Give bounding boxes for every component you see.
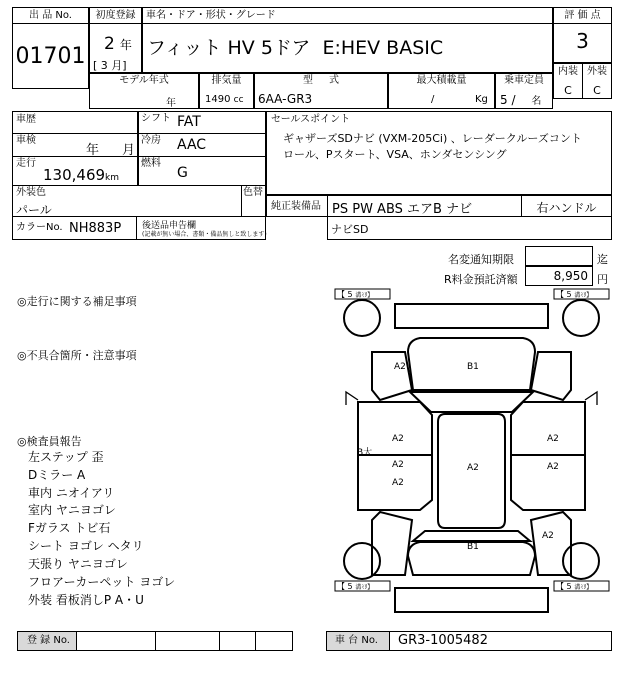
registration-number-cell-1 [76,631,156,651]
aftermarket-label: 後送品申告欄 [142,221,197,231]
steering-value: 右ハンドル [536,201,597,215]
inspection-year: 年 [86,143,100,158]
lot-number-label: 出 品 No. [13,8,88,24]
tire-front-left [344,300,380,336]
displacement-label: 排気量 [211,75,242,86]
equipment-value: PS PW ABS エアB ナビ [332,202,473,217]
score-label: 評 価 点 [554,8,611,24]
recycle-fee-unit: 円 [597,273,608,286]
color-number-label: カラーNo. [16,222,63,233]
mark-right-rear: A2 [547,462,559,472]
report-item: 天張り ヤニヨゴレ [28,557,128,571]
aircon-label: 冷房 [141,135,161,146]
max-load-unit: Kg [475,94,488,105]
fuel-value: G [177,165,188,181]
sales-point-label: セールスポイント [271,114,351,125]
displacement-unit: cc [233,95,244,105]
color-label: 外装色 [16,187,46,198]
exterior-grade: C [593,84,601,97]
right-front-fender [531,352,571,400]
registration-year-unit: 年 [119,38,132,52]
report-item: 室内 ヤニヨゴレ [28,503,116,517]
interior-grade: C [564,84,572,97]
mark-left-rear-door-a: A2 [392,460,404,470]
equipment-label: 純正装備品 [271,201,321,212]
first-registration-label: 初度登録 [90,8,141,24]
aircon-value: AAC [177,137,207,153]
mileage-number: 130,469 [43,166,106,184]
history-label: 車歴 [16,114,36,125]
right-mirror [585,392,597,405]
sales-point-line-2: ロール、Pスタート、VSA、ホンダセンシング [283,148,507,161]
chassis-number-value: GR3-1005482 [398,633,488,648]
color-number-value: NH883P [69,221,122,236]
mark-front-left: A2 [394,362,406,372]
registration-number-cell-2 [155,631,220,651]
tire-rear-right [563,543,599,579]
car-name: フィット HV 5ドア E:HEV BASIC [147,37,444,59]
model-code-value: 6AA-GR3 [258,92,313,106]
rear-window [413,531,530,541]
right-front-door [511,402,585,455]
lot-number: 01701 [15,44,86,69]
front-bumper [395,304,548,328]
tire-tag-rr: 【 5 溝ﾐﾘ】 [556,582,593,591]
mark-rear: B1 [467,542,479,552]
mark-left-front-door: A2 [392,434,404,444]
mark-left-rear-door-b: A2 [392,478,404,488]
aftermarket-value: ナビSD [331,223,369,236]
tire-tag-fr: 【 5 溝ﾐﾘ】 [556,290,593,299]
tire-front-right [563,300,599,336]
shift-label: シフト [141,113,171,124]
capacity-unit: 名 [531,96,542,107]
inspection-month: 月 [122,143,136,158]
chassis-number-box [389,631,612,651]
defect-notes-label: ◎不具合箇所・注意事項 [17,349,137,362]
report-item: Dミラー A [28,468,86,482]
car-name-label: 車名・ドア・形状・グレード [143,8,555,24]
registration-year-value: 2 [104,34,115,54]
recycle-fee-label: R料金預託済額 [444,273,518,286]
driving-notes-label: ◎走行に関する補足事項 [17,295,137,308]
report-item: 左ステップ 歪 [28,450,104,464]
capacity-label: 乗車定員 [504,75,544,86]
tire-rear-left [344,543,380,579]
report-item: 外装 看板消しP A・U [28,593,144,607]
fuel-label: 燃料 [141,158,161,169]
model-year-label: モデル年式 [119,75,169,86]
name-change-label: 名変通知期限 [448,253,514,266]
left-mirror [346,392,358,405]
chassis-number-label: 車 台 No. [335,635,378,646]
mark-rear-right: A2 [542,531,554,541]
color-value: パール [16,203,52,217]
tire-tag-rl: 【 5 溝ﾐﾘ】 [337,582,374,591]
aftermarket-note: (記載が無い場合、書類・備品無しと致します) [142,231,267,238]
report-item: フロアーカーペット ヨゴレ [28,575,176,589]
max-load-label: 最大積載量 [416,75,467,86]
left-rear-fender [372,512,412,575]
registration-number-label-box [17,631,77,651]
capacity-slash: / [511,93,516,107]
windshield [410,392,533,412]
score: 3 [576,29,589,53]
max-load-slash: / [431,94,435,105]
chassis-number-label-box [326,631,390,651]
report-item: Fガラス トビ石 [28,521,111,535]
name-change-unit: 迄 [597,253,608,266]
mark-bonnet: B1 [467,362,479,372]
inspection-label: 車検 [16,135,36,146]
report-item: シート ヨゴレ ヘタリ [28,539,144,553]
registration-month: [ 3 月] [93,59,127,72]
registration-number-label: 登 録 No. [27,635,70,646]
rear-bumper [395,588,548,612]
model-code-label: 型 式 [303,75,339,86]
displacement-number: 1490 [205,94,231,105]
right-rear-fender [531,512,571,575]
interior-label: 内装 [558,66,578,77]
report-item: 車内 ニオイアリ [28,486,115,500]
inspector-report-label: ◎検査員報告 [17,435,82,448]
mark-roof: A2 [467,463,479,473]
mark-right-front-door: A2 [547,434,559,444]
left-front-fender [372,352,412,400]
registration-number-cell-4 [255,631,293,651]
sales-point-line-1: ギャザーズSDナビ (VXM-205Ci) 、レーダークルーズコント [283,132,582,145]
capacity-number: 5 [500,93,508,107]
exterior-label: 外装 [587,66,607,77]
mileage-label: 走行 [16,158,36,169]
tire-tag-fl: 【 5 溝ﾐﾘ】 [337,290,374,299]
recycle-fee-value: 8,950 [553,269,588,283]
mark-left-step: B大 [357,448,373,458]
mileage-unit: km [105,173,120,183]
shift-value: FAT [177,114,201,130]
repaint-label: 色替 [243,187,263,198]
model-year-value: 年 [166,98,176,109]
registration-number-cell-3 [219,631,256,651]
